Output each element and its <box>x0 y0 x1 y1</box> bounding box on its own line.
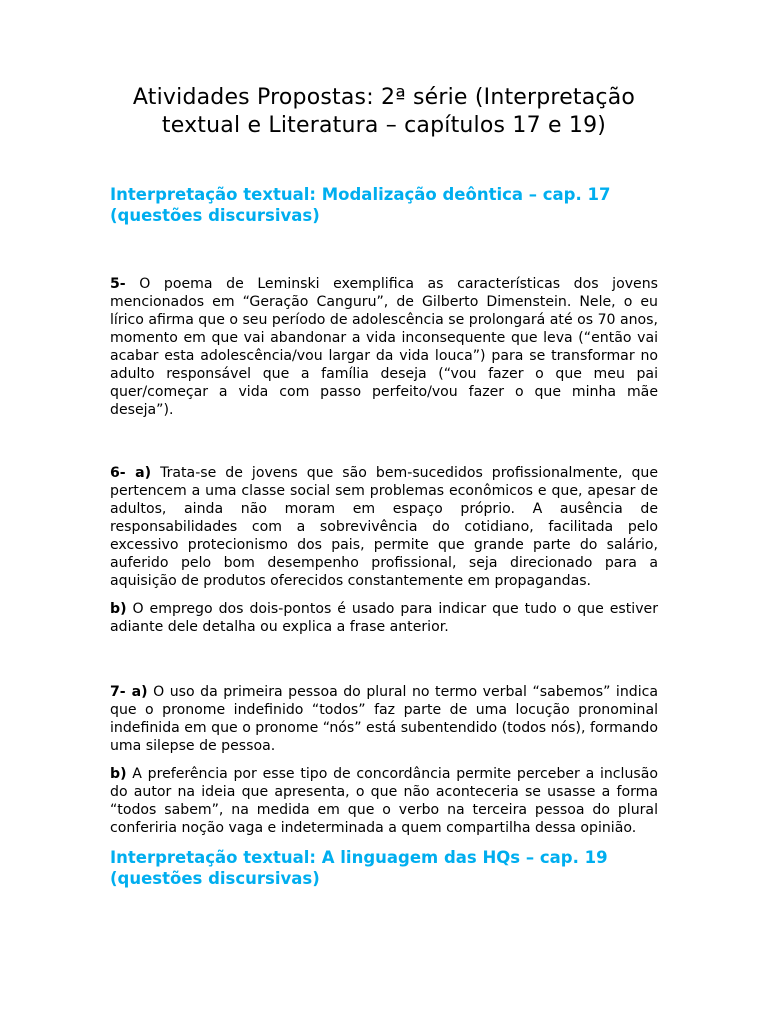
answer-6b-text: O emprego dos dois-pontos é usado para indicar que tudo o que estiver adiante dele detalha ou explica a frase anterior. <box>110 601 659 635</box>
answer-6b <box>110 600 658 636</box>
answer-6b-number: b) <box>110 601 127 617</box>
section-heading-cap-17: Interpretação textual: Modalização deôntica – cap. 17 (questões discursivas) <box>110 185 611 225</box>
answer-7b-text: A preferência por esse tipo de concordância permite perceber a inclusão do autor na ideia que apresenta, o que não aconteceria se usasse a forma “todos sabem”, na medida em que o verbo na terceira pessoa do plural conferiria noção vaga e indeterminada a quem compartilha dessa opinião. <box>110 766 658 836</box>
answer-6a <box>110 464 658 590</box>
answer-7b <box>110 765 658 837</box>
answer-5-text: O poema de Leminski exemplifica as características dos jovens mencionados em “Geração Canguru”, de Gilberto Dimenstein. Nele, o eu lírico afirma que o seu período de adolescência se prolongará até os 70 anos, momento em que vai abandonar a vida inconsequente que leva (“então vai acabar esta adolescência/vou largar da vida louca”) para se transformar no adulto responsável que a família deseja (“vou fazer o que meu pai quer/começar a vida com passo perfeito/vou fazer o que minha mãe deseja”). <box>110 276 658 418</box>
answer-6a-number: 6- a) <box>110 465 152 481</box>
answer-7b-number: b) <box>110 766 127 782</box>
answer-6a-text: Trata-se de jovens que são bem-sucedidos profissionalmente, que pertencem a uma classe social sem problemas econômicos e que, apesar de adultos, ainda não moram em espaço próprio. A ausência de responsabilidades com a sobrevivência do cotidiano, facilitada pelo excessivo protecionismo dos pais, permite que grande parte do salário, auferido pelo bom desempenho profissional, seja direcionado para a aquisição de produtos oferecidos constantemente em propagandas. <box>110 465 659 589</box>
section-heading-cap-19: Interpretação textual: A linguagem das HQs – cap. 19 (questões discursivas) <box>110 848 608 888</box>
document-title: Atividades Propostas: 2ª série (Interpretação textual e Literatura – capítulos 17 e 19) <box>132 85 636 138</box>
answer-5 <box>110 275 658 419</box>
answer-7a-number: 7- a) <box>110 684 148 700</box>
answer-7a-text: O uso da primeira pessoa do plural no termo verbal “sabemos” indica que o pronome indefinido “todos” faz parte de uma locução pronominal indefinida em que o pronome “nós” está subentendido (todos nós), formando uma silepse de pessoa. <box>110 684 659 754</box>
answer-5-number: 5- <box>110 276 126 292</box>
answer-7a <box>110 683 658 755</box>
